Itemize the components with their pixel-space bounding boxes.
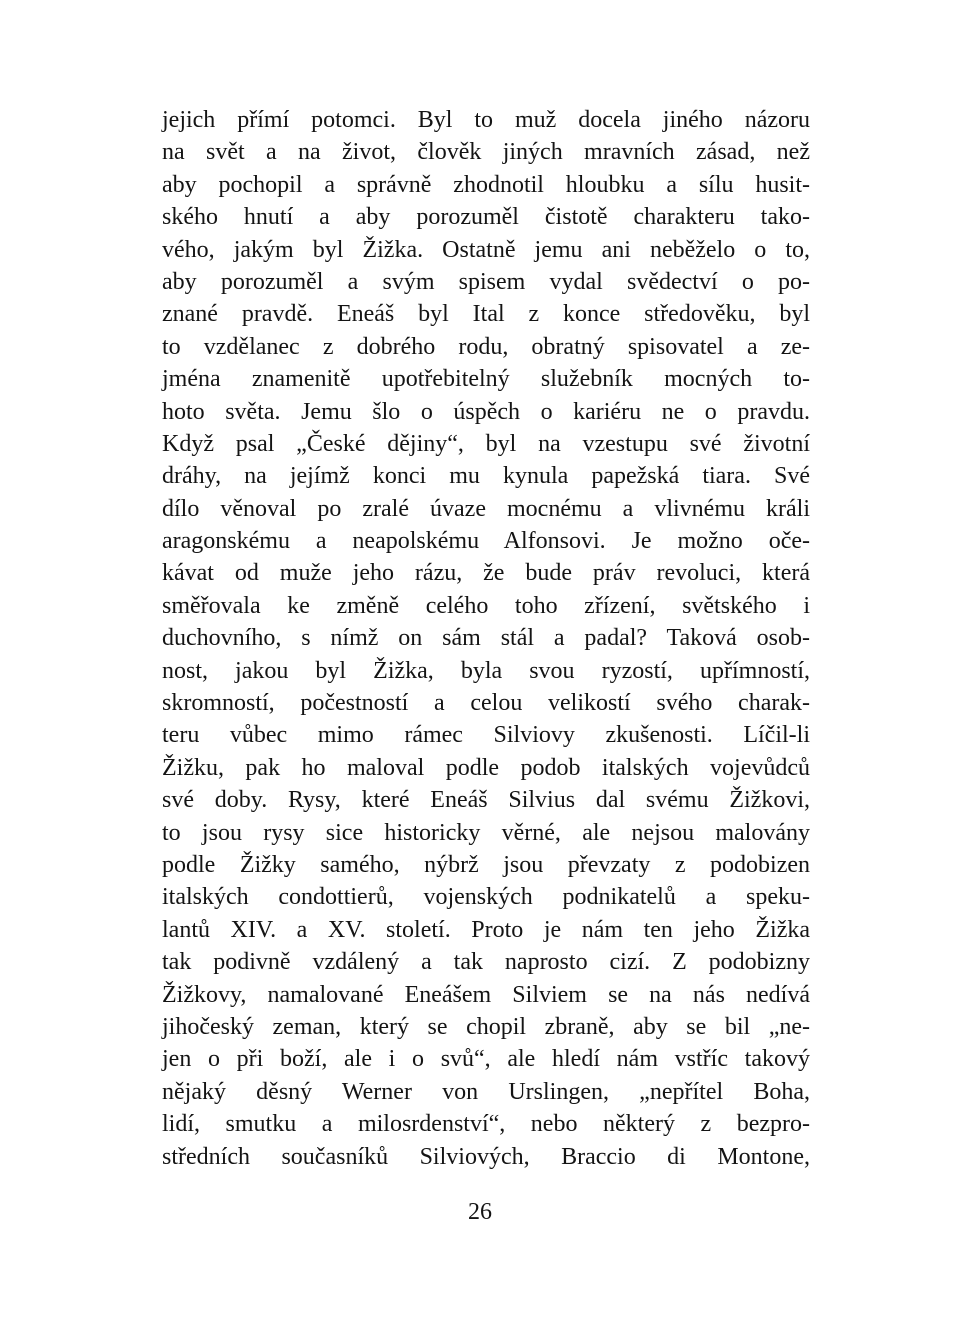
text-line: na svět a na život, člověk jiných mravních zásad, než	[162, 139, 810, 166]
text-line: znané pravdě. Eneáš byl Ital z konce středověku, byl	[162, 301, 810, 328]
text-line: své doby. Rysy, které Eneáš Silvius dal svému Žižkovi,	[162, 787, 810, 814]
text-line: aragonskému a neapolskému Alfonsovi. Je možno oče-	[162, 528, 810, 555]
text-line: jen o při boží, ale i o svů“, ale hledí nám vstříc takový	[162, 1046, 810, 1073]
text-line: aby pochopil a správně zhodnotil hloubku a sílu husit-	[162, 171, 810, 198]
text-line: vého, jakým byl Žižka. Ostatně jemu ani neběželo o to,	[162, 236, 810, 263]
text-line: podle Žižky samého, nýbrž jsou převzaty z podobizen	[162, 851, 810, 878]
text-line: lidí, smutku a milosrdenství“, nebo některý z bezpro-	[162, 1111, 810, 1138]
text-line: směřovala ke změně celého toho zřízení, světského i	[162, 592, 810, 619]
text-line: teru vůbec mimo rámec Silviovy zkušenosti. Líčil-li	[162, 722, 810, 749]
text-line: středních současníků Silviových, Braccio di Montone,	[162, 1143, 810, 1170]
text-line: duchovního, s nímž on sám stál a padal? Taková osob-	[162, 625, 810, 652]
text-line: to vzdělanec z dobrého rodu, obratný spisovatel a ze-	[162, 333, 810, 360]
text-line: ského hnutí a aby porozuměl čistotě charakteru tako-	[162, 204, 810, 231]
text-line: aby porozuměl a svým spisem vydal svědectví o po-	[162, 268, 810, 295]
text-line: dráhy, na jejímž konci mu kynula papežská tiara. Své	[162, 463, 810, 490]
text-line: nost, jakou byl Žižka, byla svou ryzostí, upřímností,	[162, 657, 810, 684]
page-number: 26	[468, 1199, 492, 1225]
text-line: skromností, počestností a celou velikostí svého charak-	[162, 690, 810, 717]
text-line: lantů XIV. a XV. století. Proto je nám ten jeho Žižka	[162, 916, 810, 943]
text-line: italských condottierů, vojenských podnikatelů a speku-	[162, 884, 810, 911]
text-line: kávat od muže jeho rázu, že bude práv revoluci, která	[162, 560, 810, 587]
text-line: jejich přímí potomci. Byl to muž docela jiného názoru	[162, 107, 810, 133]
text-line: to jsou rysy sice historicky věrné, ale nejsou malovány	[162, 819, 810, 846]
text-line: nějaký děsný Werner von Urslingen, „nepřítel Boha,	[162, 1078, 810, 1105]
text-line: jihočeský zeman, který se chopil zbraně, aby se bil „ne-	[162, 1013, 810, 1040]
text-line: tak podivně vzdálený a tak naprosto cizí. Z podobizny	[162, 949, 810, 976]
text-line: Žižku, pak ho maloval podle podob italských vojevůdců	[162, 754, 810, 781]
text-line: hoto světa. Jemu šlo o úspěch o kariéru ne o pravdu.	[162, 398, 810, 425]
text-line: Žižkovy, namalované Eneášem Silviem se na nás nedívá	[162, 981, 810, 1008]
text-line: dílo věnoval po zralé úvaze mocnému a vlivnému králi	[162, 495, 810, 522]
text-line: Když psal „České dějiny“, byl na vzestupu své životní	[162, 430, 810, 457]
body-text	[162, 104, 810, 1173]
text-line: jména znamenitě upotřebitelný služebník mocných to-	[162, 366, 810, 393]
